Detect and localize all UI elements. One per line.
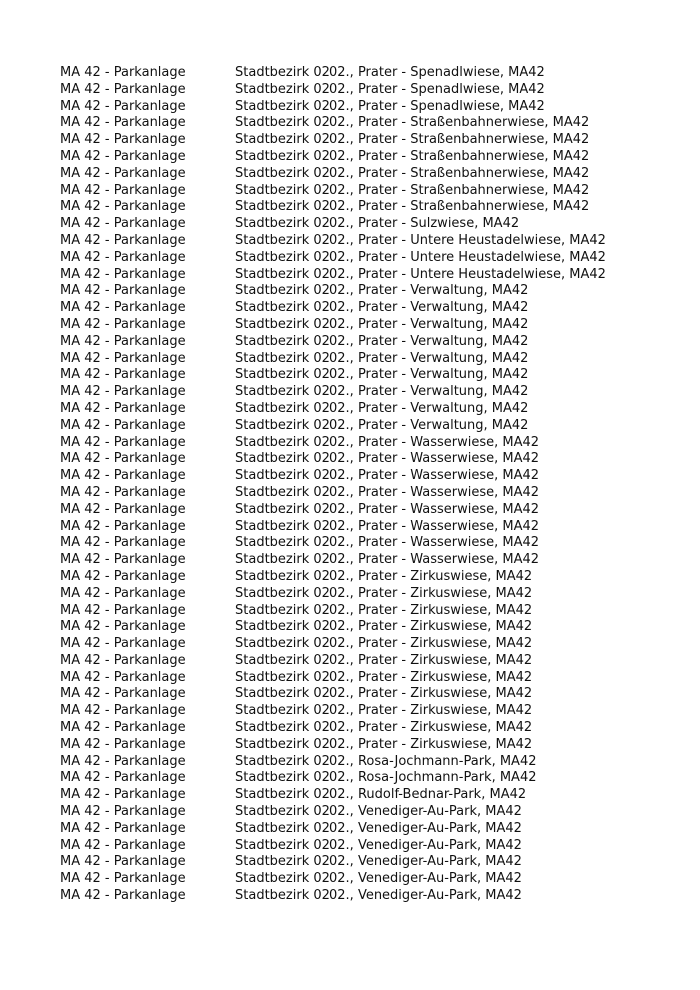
district-cell: Stadtbezirk 02	[235, 98, 330, 114]
district-cell: Stadtbezirk 02	[235, 434, 330, 450]
table-row	[60, 871, 680, 888]
district-cell: Stadtbezirk 02	[235, 770, 330, 786]
table-row	[60, 351, 680, 368]
district-cell: Stadtbezirk 02	[235, 417, 330, 433]
category-cell: MA 42 - Parkanlage	[60, 585, 186, 601]
table-row	[60, 619, 680, 636]
district-cell: Stadtbezirk 02	[235, 283, 330, 299]
location-cell: 02., Prater - Wasserwiese, MA42	[329, 468, 540, 484]
district-cell: Stadtbezirk 02	[235, 568, 330, 584]
category-cell: MA 42 - Parkanlage	[60, 316, 186, 332]
district-cell: Stadtbezirk 02	[235, 854, 330, 870]
location-cell: 02., Prater - Verwaltung, MA42	[329, 367, 529, 383]
category-cell: MA 42 - Parkanlage	[60, 602, 186, 618]
table-row	[60, 888, 680, 905]
location-cell: 02., Prater - Untere Heustadelwiese, MA42	[329, 232, 606, 248]
category-cell: MA 42 - Parkanlage	[60, 333, 186, 349]
category-cell: MA 42 - Parkanlage	[60, 232, 186, 248]
district-cell: Stadtbezirk 02	[235, 65, 330, 80]
location-cell: 02., Prater - Zirkuswiese, MA42	[329, 686, 533, 702]
district-cell: Stadtbezirk 02	[235, 753, 330, 769]
category-cell: MA 42 - Parkanlage	[60, 199, 186, 215]
district-cell: Stadtbezirk 02	[235, 216, 330, 232]
location-cell: 02., Prater - Zirkuswiese, MA42	[329, 736, 533, 752]
location-cell: 02., Venediger-Au-Park, MA42	[329, 871, 522, 887]
category-cell: MA 42 - Parkanlage	[60, 216, 186, 232]
category-cell: MA 42 - Parkanlage	[60, 434, 186, 450]
location-cell: 02., Prater - Wasserwiese, MA42	[329, 434, 540, 450]
district-cell: Stadtbezirk 02	[235, 148, 330, 164]
category-cell: MA 42 - Parkanlage	[60, 417, 186, 433]
table-row	[60, 233, 680, 250]
district-cell: Stadtbezirk 02	[235, 400, 330, 416]
district-cell: Stadtbezirk 02	[235, 182, 330, 198]
location-cell: 02., Prater - Spenadlwiese, MA42	[329, 65, 545, 80]
location-cell: 02., Prater - Verwaltung, MA42	[329, 417, 529, 433]
location-cell: 02., Prater - Verwaltung, MA42	[329, 300, 529, 316]
location-cell: 02., Prater - Zirkuswiese, MA42	[329, 652, 533, 668]
table-row	[60, 670, 680, 687]
district-cell: Stadtbezirk 02	[235, 518, 330, 534]
location-cell: 02., Prater - Zirkuswiese, MA42	[329, 720, 533, 736]
district-cell: Stadtbezirk 02	[235, 384, 330, 400]
district-cell: Stadtbezirk 02	[235, 837, 330, 853]
district-cell: Stadtbezirk 02	[235, 736, 330, 752]
category-cell: MA 42 - Parkanlage	[60, 182, 186, 198]
district-cell: Stadtbezirk 02	[235, 535, 330, 551]
location-cell: 02., Prater - Wasserwiese, MA42	[329, 451, 540, 467]
table-row	[60, 334, 680, 351]
table-row	[60, 384, 680, 401]
table-row	[60, 367, 680, 384]
location-cell: 02., Prater - Verwaltung, MA42	[329, 384, 529, 400]
category-cell: MA 42 - Parkanlage	[60, 669, 186, 685]
district-cell: Stadtbezirk 02	[235, 81, 330, 97]
district-cell: Stadtbezirk 02	[235, 468, 330, 484]
table-row	[60, 821, 680, 838]
location-cell: 02., Prater - Straßenbahnerwiese, MA42	[329, 132, 590, 148]
district-cell: Stadtbezirk 02	[235, 199, 330, 215]
category-cell: MA 42 - Parkanlage	[60, 283, 186, 299]
location-cell: 02., Prater - Verwaltung, MA42	[329, 333, 529, 349]
location-cell: 02., Venediger-Au-Park, MA42	[329, 837, 522, 853]
table-row	[60, 535, 680, 552]
district-cell: Stadtbezirk 02	[235, 350, 330, 366]
category-cell: MA 42 - Parkanlage	[60, 552, 186, 568]
category-cell: MA 42 - Parkanlage	[60, 871, 186, 887]
category-cell: MA 42 - Parkanlage	[60, 770, 186, 786]
district-cell: Stadtbezirk 02	[235, 804, 330, 820]
table-row	[60, 720, 680, 737]
table-row	[60, 435, 680, 452]
district-cell: Stadtbezirk 02	[235, 501, 330, 517]
category-cell: MA 42 - Parkanlage	[60, 300, 186, 316]
category-cell: MA 42 - Parkanlage	[60, 249, 186, 265]
table-row	[60, 854, 680, 871]
district-cell: Stadtbezirk 02	[235, 316, 330, 332]
location-cell: 02., Venediger-Au-Park, MA42	[329, 804, 522, 820]
location-cell: 02., Prater - Zirkuswiese, MA42	[329, 602, 533, 618]
category-cell: MA 42 - Parkanlage	[60, 266, 186, 282]
table-row	[60, 603, 680, 620]
location-cell: 02., Prater - Zirkuswiese, MA42	[329, 619, 533, 635]
location-cell: 02., Rosa-Jochmann-Park, MA42	[329, 770, 537, 786]
category-cell: MA 42 - Parkanlage	[60, 636, 186, 652]
table-row	[60, 115, 680, 132]
table-row	[60, 737, 680, 754]
location-cell: 02., Prater - Zirkuswiese, MA42	[329, 703, 533, 719]
category-cell: MA 42 - Parkanlage	[60, 736, 186, 752]
table-row	[60, 183, 680, 200]
category-cell: MA 42 - Parkanlage	[60, 148, 186, 164]
table-row	[60, 787, 680, 804]
category-cell: MA 42 - Parkanlage	[60, 753, 186, 769]
table-row	[60, 250, 680, 267]
table-row	[60, 99, 680, 116]
table-row	[60, 216, 680, 233]
location-cell: 02., Prater - Wasserwiese, MA42	[329, 518, 540, 534]
table-row	[60, 838, 680, 855]
category-cell: MA 42 - Parkanlage	[60, 568, 186, 584]
district-cell: Stadtbezirk 02	[235, 552, 330, 568]
table-row	[60, 754, 680, 771]
category-cell: MA 42 - Parkanlage	[60, 484, 186, 500]
district-cell: Stadtbezirk 02	[235, 249, 330, 265]
district-cell: Stadtbezirk 02	[235, 333, 330, 349]
district-cell: Stadtbezirk 02	[235, 484, 330, 500]
category-cell: MA 42 - Parkanlage	[60, 115, 186, 131]
table-row	[60, 401, 680, 418]
table-row	[60, 804, 680, 821]
location-cell: 02., Prater - Straßenbahnerwiese, MA42	[329, 165, 590, 181]
table-row	[60, 300, 680, 317]
category-cell: MA 42 - Parkanlage	[60, 619, 186, 635]
location-cell: 02., Prater - Zirkuswiese, MA42	[329, 636, 533, 652]
district-cell: Stadtbezirk 02	[235, 686, 330, 702]
category-cell: MA 42 - Parkanlage	[60, 367, 186, 383]
district-cell: Stadtbezirk 02	[235, 232, 330, 248]
category-cell: MA 42 - Parkanlage	[60, 535, 186, 551]
district-cell: Stadtbezirk 02	[235, 451, 330, 467]
location-cell: 02., Prater - Spenadlwiese, MA42	[329, 81, 545, 97]
location-cell: 02., Rudolf-Bednar-Park, MA42	[329, 787, 527, 803]
location-cell: 02., Rosa-Jochmann-Park, MA42	[329, 753, 537, 769]
location-cell: 02., Prater - Spenadlwiese, MA42	[329, 98, 545, 114]
location-cell: 02., Prater - Wasserwiese, MA42	[329, 552, 540, 568]
table-row	[60, 586, 680, 603]
location-cell: 02., Prater - Verwaltung, MA42	[329, 350, 529, 366]
category-cell: MA 42 - Parkanlage	[60, 98, 186, 114]
district-cell: Stadtbezirk 02	[235, 585, 330, 601]
location-cell: 02., Prater - Verwaltung, MA42	[329, 316, 529, 332]
table-row	[60, 519, 680, 536]
location-cell: 02., Prater - Wasserwiese, MA42	[329, 501, 540, 517]
category-cell: MA 42 - Parkanlage	[60, 518, 186, 534]
table-row	[60, 451, 680, 468]
location-cell: 02., Prater - Wasserwiese, MA42	[329, 484, 540, 500]
table-row	[60, 502, 680, 519]
table-row	[60, 552, 680, 569]
table-row	[60, 132, 680, 149]
location-cell: 02., Prater - Straßenbahnerwiese, MA42	[329, 182, 590, 198]
category-cell: MA 42 - Parkanlage	[60, 820, 186, 836]
location-cell: 02., Venediger-Au-Park, MA42	[329, 888, 522, 904]
table-row	[60, 149, 680, 166]
district-cell: Stadtbezirk 02	[235, 669, 330, 685]
district-cell: Stadtbezirk 02	[235, 820, 330, 836]
category-cell: MA 42 - Parkanlage	[60, 65, 186, 80]
location-cell: 02., Prater - Untere Heustadelwiese, MA42	[329, 266, 606, 282]
location-cell: 02., Prater - Untere Heustadelwiese, MA42	[329, 249, 606, 265]
district-cell: Stadtbezirk 02	[235, 300, 330, 316]
category-cell: MA 42 - Parkanlage	[60, 400, 186, 416]
category-cell: MA 42 - Parkanlage	[60, 888, 186, 904]
location-cell: 02., Prater - Verwaltung, MA42	[329, 283, 529, 299]
category-cell: MA 42 - Parkanlage	[60, 837, 186, 853]
category-cell: MA 42 - Parkanlage	[60, 350, 186, 366]
table-row	[60, 82, 680, 99]
district-cell: Stadtbezirk 02	[235, 636, 330, 652]
location-cell: 02., Venediger-Au-Park, MA42	[329, 820, 522, 836]
location-cell: 02., Venediger-Au-Park, MA42	[329, 854, 522, 870]
district-cell: Stadtbezirk 02	[235, 602, 330, 618]
category-cell: MA 42 - Parkanlage	[60, 787, 186, 803]
location-cell: 02., Prater - Straßenbahnerwiese, MA42	[329, 148, 590, 164]
location-cell: 02., Prater - Zirkuswiese, MA42	[329, 585, 533, 601]
table-row	[60, 636, 680, 653]
location-cell: 02., Prater - Verwaltung, MA42	[329, 400, 529, 416]
district-cell: Stadtbezirk 02	[235, 165, 330, 181]
category-cell: MA 42 - Parkanlage	[60, 854, 186, 870]
location-cell: 02., Prater - Straßenbahnerwiese, MA42	[329, 199, 590, 215]
table-row	[60, 283, 680, 300]
listing-table	[60, 65, 680, 905]
district-cell: Stadtbezirk 02	[235, 652, 330, 668]
category-cell: MA 42 - Parkanlage	[60, 720, 186, 736]
table-row	[60, 166, 680, 183]
category-cell: MA 42 - Parkanlage	[60, 165, 186, 181]
table-row	[60, 770, 680, 787]
category-cell: MA 42 - Parkanlage	[60, 468, 186, 484]
category-cell: MA 42 - Parkanlage	[60, 703, 186, 719]
district-cell: Stadtbezirk 02	[235, 703, 330, 719]
location-cell: 02., Prater - Wasserwiese, MA42	[329, 535, 540, 551]
location-cell: 02., Prater - Zirkuswiese, MA42	[329, 669, 533, 685]
location-cell: 02., Prater - Sulzwiese, MA42	[329, 216, 520, 232]
district-cell: Stadtbezirk 02	[235, 115, 330, 131]
category-cell: MA 42 - Parkanlage	[60, 686, 186, 702]
category-cell: MA 42 - Parkanlage	[60, 652, 186, 668]
table-row	[60, 199, 680, 216]
category-cell: MA 42 - Parkanlage	[60, 451, 186, 467]
table-row	[60, 686, 680, 703]
category-cell: MA 42 - Parkanlage	[60, 384, 186, 400]
table-row	[60, 485, 680, 502]
table-row	[60, 317, 680, 334]
district-cell: Stadtbezirk 02	[235, 871, 330, 887]
district-cell: Stadtbezirk 02	[235, 619, 330, 635]
table-row	[60, 267, 680, 284]
table-row	[60, 653, 680, 670]
table-row	[60, 418, 680, 435]
district-cell: Stadtbezirk 02	[235, 888, 330, 904]
category-cell: MA 42 - Parkanlage	[60, 81, 186, 97]
category-cell: MA 42 - Parkanlage	[60, 501, 186, 517]
location-cell: 02., Prater - Straßenbahnerwiese, MA42	[329, 115, 590, 131]
district-cell: Stadtbezirk 02	[235, 367, 330, 383]
category-cell: MA 42 - Parkanlage	[60, 804, 186, 820]
category-cell: MA 42 - Parkanlage	[60, 132, 186, 148]
district-cell: Stadtbezirk 02	[235, 720, 330, 736]
district-cell: Stadtbezirk 02	[235, 132, 330, 148]
district-cell: Stadtbezirk 02	[235, 266, 330, 282]
table-row	[60, 703, 680, 720]
district-cell: Stadtbezirk 02	[235, 787, 330, 803]
location-cell: 02., Prater - Zirkuswiese, MA42	[329, 568, 533, 584]
table-row	[60, 65, 680, 82]
table-row	[60, 569, 680, 586]
table-row	[60, 468, 680, 485]
